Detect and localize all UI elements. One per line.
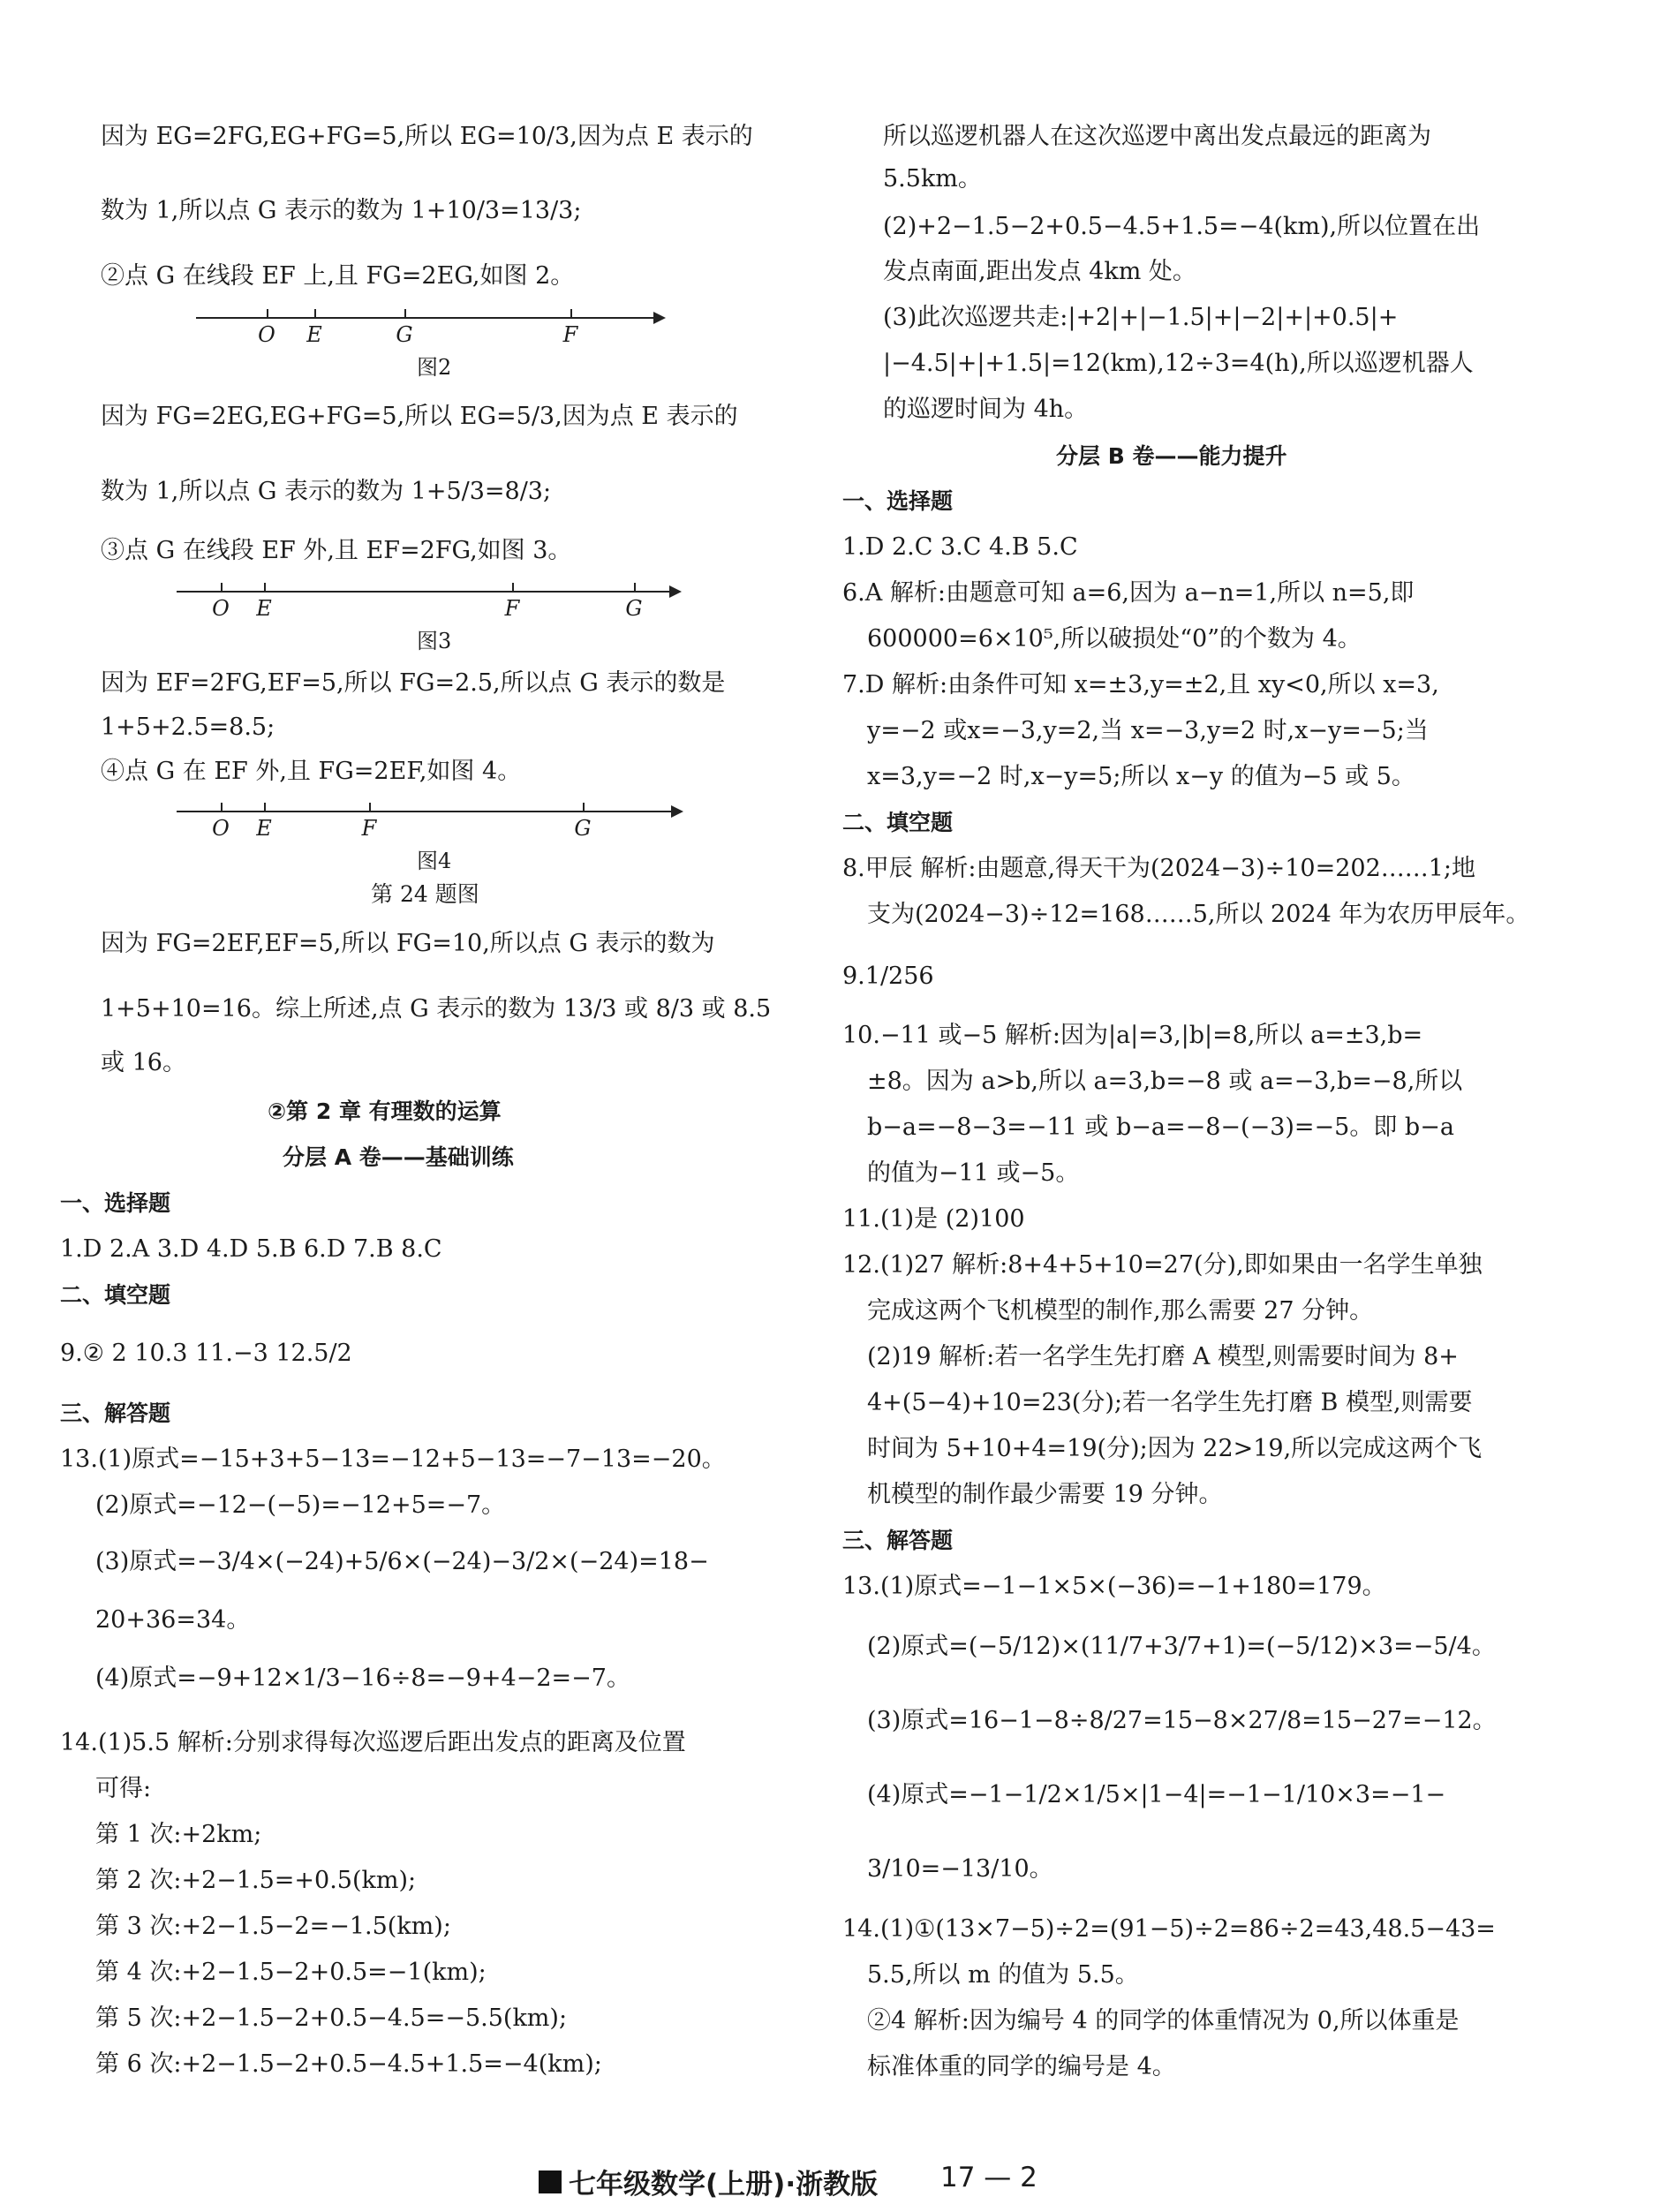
section-title: 分层 A 卷——基础训练 — [283, 1144, 514, 1170]
answer-line: x=3,y=−2 时,x−y=5;所以 x−y 的值为−5 或 5。 — [867, 763, 1415, 790]
answer-line: 第 4 次:+2−1.5−2+0.5=−1(km); — [95, 1959, 487, 1986]
text-line: 因为 EF=2FG,EF=5,所以 FG=2.5,所以点 G 表示的数是 — [101, 669, 726, 697]
figure-caption: 图2 — [417, 355, 452, 380]
answer-line: 20+36=34。 — [95, 1606, 251, 1634]
answer-line: 7.D 解析:由条件可知 x=±3,y=±2,且 xy<0,所以 x=3, — [842, 671, 1439, 698]
point-label: E — [256, 596, 272, 621]
point-label: F — [562, 322, 578, 347]
answer-line: 10.−11 或−5 解析:因为|a|=3,|b|=8,所以 a=±3,b= — [842, 1022, 1423, 1049]
point-label: G — [574, 816, 592, 841]
answer-line: 1.D 2.C 3.C 4.B 5.C — [842, 533, 1078, 561]
section-heading: 二、填空题 — [60, 1282, 171, 1308]
point-label: G — [625, 596, 643, 621]
answer-line: ②4 解析:因为编号 4 的同学的体重情况为 0,所以体重是 — [867, 2007, 1460, 2035]
text-line: 或 16。 — [101, 1049, 186, 1076]
text-line: 5.5km。 — [883, 165, 982, 193]
answer-line: (4)原式=−9+12×1/3−16÷8=−9+4−2=−7。 — [95, 1665, 630, 1692]
page-footer — [539, 2162, 1086, 2201]
answer-line: (3)原式=−3/4×(−24)+5/6×(−24)−3/2×(−24)=18− — [95, 1548, 709, 1575]
answer-line: (4)原式=−1−1/2×1/5×|1−4|=−1−1/10×3=−1− — [867, 1781, 1446, 1808]
answer-line: 第 3 次:+2−1.5−2=−1.5(km); — [95, 1913, 451, 1940]
text-line: 所以巡逻机器人在这次巡逻中离出发点最远的距离为 — [883, 123, 1431, 150]
answer-line: 14.(1)①(13×7−5)÷2=(91−5)÷2=86÷2=43,48.5−43= — [842, 1915, 1496, 1943]
answer-line: (3)原式=16−1−8÷8/27=15−8×27/8=15−27=−12。 — [867, 1707, 1497, 1734]
answer-line: 可得: — [95, 1775, 152, 1802]
text-line: 1+5+10=16。综上所述,点 G 表示的数为 13/3 或 8/3 或 8.5 — [101, 995, 772, 1023]
figure-caption: 图3 — [417, 629, 452, 653]
answer-line: 12.(1)27 解析:8+4+5+10=27(分),即如果由一名学生单独 — [842, 1251, 1483, 1279]
answer-line: 支为(2024−3)÷12=168……5,所以 2024 年为农历甲辰年。 — [867, 901, 1530, 928]
answer-line: 第 1 次:+2km; — [95, 1821, 262, 1848]
answer-line: 9.1/256 — [842, 963, 934, 990]
answer-line: 完成这两个飞机模型的制作,那么需要 27 分钟。 — [867, 1297, 1374, 1325]
text-line: ③点 G 在线段 EF 外,且 EF=2FG,如图 3。 — [101, 537, 572, 564]
answer-line: 时间为 5+10+4=19(分);因为 22>19,所以完成这两个飞 — [867, 1435, 1483, 1462]
point-label: F — [361, 816, 377, 841]
answer-line: y=−2 或x=−3,y=2,当 x=−3,y=2 时,x−y=−5;当 — [867, 717, 1429, 744]
section-title: 分层 B 卷——能力提升 — [1056, 443, 1287, 469]
text-line: (3)此次巡逻共走:|+2|+|−1.5|+|−2|+|+0.5|+ — [883, 304, 1399, 331]
text-line: 因为 FG=2EG,EG+FG=5,所以 EG=5/3,因为点 E 表示的 — [101, 403, 738, 430]
text-line: 因为 FG=2EF,EF=5,所以 FG=10,所以点 G 表示的数为 — [101, 930, 715, 957]
figure-title: 第 24 题图 — [371, 881, 479, 907]
text-line: 的巡逻时间为 4h。 — [883, 396, 1089, 423]
answer-line: 600000=6×10⁵,所以破损处“0”的个数为 4。 — [867, 625, 1362, 653]
point-label: O — [212, 596, 230, 621]
section-heading: 三、解答题 — [842, 1528, 954, 1553]
answer-line: 的值为−11 或−5。 — [867, 1159, 1080, 1187]
answer-line: 14.(1)5.5 解析:分别求得每次巡逻后距出发点的距离及位置 — [60, 1729, 686, 1756]
point-label: E — [256, 816, 272, 841]
text-line: ④点 G 在 EF 外,且 FG=2EF,如图 4。 — [101, 758, 522, 785]
point-label: F — [504, 596, 520, 621]
answer-line: 11.(1)是 (2)100 — [842, 1205, 1025, 1233]
footer-book-title: 七年级数学(上册)·浙教版 — [569, 2169, 879, 2201]
answer-line: (2)原式=−12−(−5)=−12+5=−7。 — [95, 1491, 506, 1519]
text-line: 数为 1,所以点 G 表示的数为 1+5/3=8/3; — [101, 478, 552, 505]
answer-line: 13.(1)原式=−15+3+5−13=−12+5−13=−7−13=−20。 — [60, 1446, 726, 1473]
page-number: 17 — 2 — [940, 2162, 1037, 2193]
answer-line: 13.(1)原式=−1−1×5×(−36)=−1+180=179。 — [842, 1573, 1386, 1600]
point-label: O — [258, 322, 275, 347]
section-heading: 一、选择题 — [60, 1190, 171, 1216]
answer-line: 1.D 2.A 3.D 4.D 5.B 6.D 7.B 8.C — [60, 1235, 442, 1263]
section-heading: 一、选择题 — [842, 488, 954, 514]
section-heading: 三、解答题 — [60, 1400, 171, 1426]
answer-line: 标准体重的同学的编号是 4。 — [867, 2053, 1176, 2080]
answer-line: b−a=−8−3=−11 或 b−a=−8−(−3)=−5。即 b−a — [867, 1114, 1454, 1141]
point-label: O — [212, 816, 230, 841]
answer-line: 第 5 次:+2−1.5−2+0.5−4.5=−5.5(km); — [95, 2004, 568, 2032]
figure-caption: 图4 — [417, 849, 452, 873]
text-line: 1+5+2.5=8.5; — [101, 713, 275, 741]
answer-line: 9.② 2 10.3 11.−3 12.5/2 — [60, 1340, 352, 1367]
text-line: |−4.5|+|+1.5|=12(km),12÷3=4(h),所以巡逻机器人 — [883, 350, 1474, 377]
footer-square-icon — [539, 2170, 562, 2193]
answer-line: 第 6 次:+2−1.5−2+0.5−4.5+1.5=−4(km); — [95, 2050, 602, 2078]
text-line: ②点 G 在线段 EF 上,且 FG=2EG,如图 2。 — [101, 262, 575, 290]
text-line: 数为 1,所以点 G 表示的数为 1+10/3=13/3; — [101, 197, 582, 224]
answer-line: (2)原式=(−5/12)×(11/7+3/7+1)=(−5/12)×3=−5/4。 — [867, 1633, 1496, 1660]
answer-line: (2)19 解析:若一名学生先打磨 A 模型,则需要时间为 8+ — [867, 1343, 1459, 1370]
text-line: 因为 EG=2FG,EG+FG=5,所以 EG=10/3,因为点 E 表示的 — [101, 123, 753, 150]
text-line: 发点南面,距出发点 4km 处。 — [883, 258, 1196, 285]
answer-line: ±8。因为 a>b,所以 a=3,b=−8 或 a=−3,b=−8,所以 — [867, 1068, 1463, 1095]
answer-line: 4+(5−4)+10=23(分);若一名学生先打磨 B 模型,则需要 — [867, 1389, 1473, 1416]
point-label: G — [396, 322, 413, 347]
point-label: E — [306, 322, 322, 347]
chapter-title: ②第 2 章 有理数的运算 — [268, 1098, 502, 1124]
answer-line: 8.甲辰 解析:由题意,得天干为(2024−3)÷10=202……1;地 — [842, 855, 1476, 882]
answer-line: 机模型的制作最少需要 19 分钟。 — [867, 1481, 1223, 1508]
answer-line: 6.A 解析:由题意可知 a=6,因为 a−n=1,所以 n=5,即 — [842, 579, 1415, 607]
text-line: (2)+2−1.5−2+0.5−4.5+1.5=−4(km),所以位置在出 — [883, 213, 1481, 240]
answer-line: 5.5,所以 m 的值为 5.5。 — [867, 1961, 1139, 1989]
answer-line: 第 2 次:+2−1.5=+0.5(km); — [95, 1867, 417, 1894]
answer-line: 3/10=−13/10。 — [867, 1855, 1053, 1883]
section-heading: 二、填空题 — [842, 810, 954, 835]
